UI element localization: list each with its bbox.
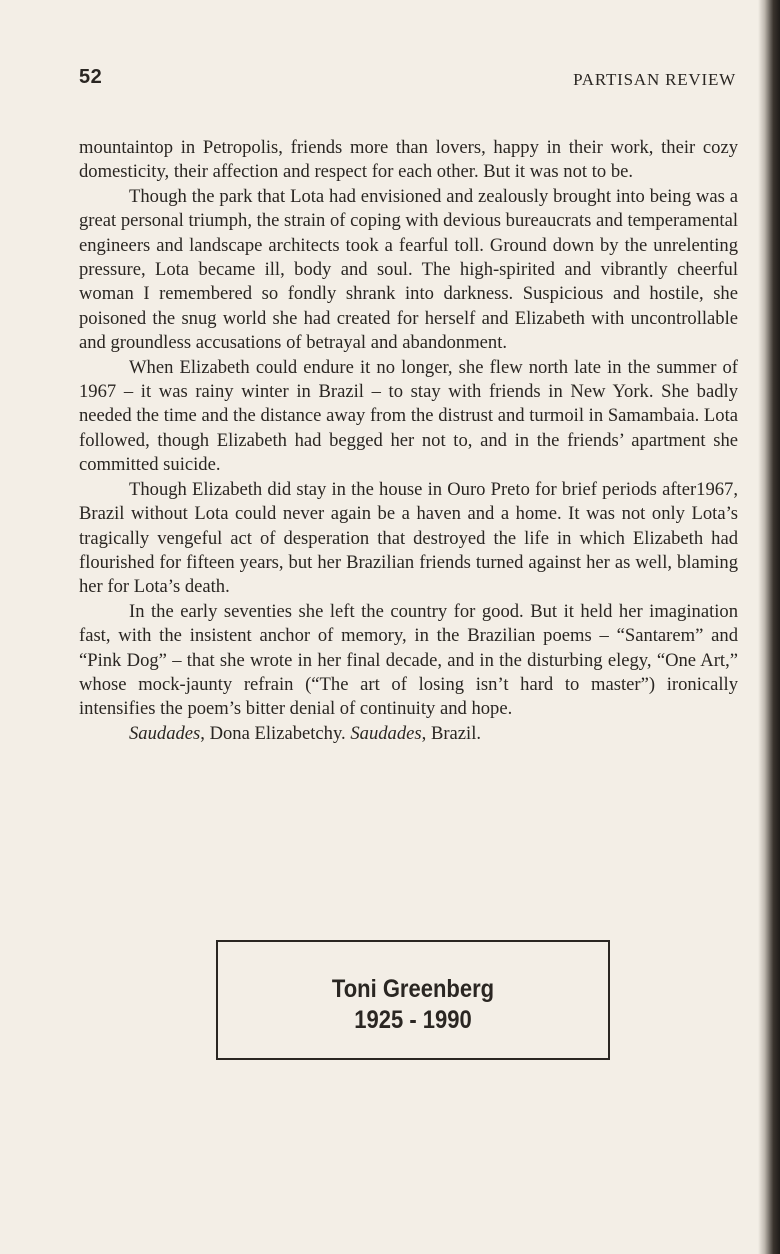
- page-number: 52: [79, 66, 103, 88]
- page-edge-shadow: [758, 0, 780, 1254]
- running-head: PARTISAN REVIEW: [573, 70, 736, 89]
- closing-line: [79, 722, 738, 746]
- closing-italic-1: Saudades: [129, 722, 201, 744]
- paragraph: Though the park that Lota had envisioned and zealously brought into being was a great personal triumph, the strain of coping with devious bureaucrats and temperamental engineers and landscape architects took a fearful toll. Ground down by the unrelenting pressure, Lota became ill, body and soul. The high-spirited and vibrantly cheerful woman I remembered so fondly shrank into darkness. Suspicious and hostile, she poisoned the snug world she had created for herself and Elizabeth with uncontrollable and groundless accusations of betrayal and abandonment.: [79, 185, 738, 354]
- closing-italic-2: Saudades: [350, 722, 422, 744]
- paragraph: mountaintop in Petropolis, friends more than lovers, happy in their work, their cozy domesticity, their affection and respect for each other. But it was not to be.: [79, 137, 738, 183]
- closing-text-2: , Brazil.: [421, 722, 482, 744]
- closing-text-1: , Dona Elizabetchy.: [200, 722, 351, 744]
- paragraph: In the early seventies she left the country for good. But it held her imagination fast, with the insistent anchor of memory, in the Brazilian poems – “Santarem” and “Pink Dog” – that she wrote in her final decade, and in the disturbing elegy, “One Art,” whose mock-jaunty refrain (“The art of losing isn’t hard to master”) ironically intensifies the poem’s bitter denial of continuity and hope.: [79, 600, 738, 720]
- paragraph: When Elizabeth could endure it no longer, she flew north late in the summer of 1967 – it was rainy winter in Brazil – to stay with friends in New York. She badly needed the time and the distance away from the distrust and turmoil in Samambaia. Lota followed, though Elizabeth had begged her not to, and in the friends’ apartment she committed suicide.: [79, 356, 738, 476]
- article-body: [79, 136, 738, 746]
- memorial-years: 1925 - 1990: [354, 1006, 472, 1034]
- memorial-name: Toni Greenberg: [331, 975, 495, 1003]
- paragraph: Though Elizabeth did stay in the house in Ouro Preto for brief periods after1967, Brazil without Lota could never again be a haven and a home. It was not only Lota’s tragically vengeful act of desperation that destroyed the life in which Elizabeth had flourished for fifteen years, but her Brazilian friends turned against her as well, blaming her for Lota’s death.: [79, 478, 738, 598]
- memorial-box: [216, 940, 610, 1060]
